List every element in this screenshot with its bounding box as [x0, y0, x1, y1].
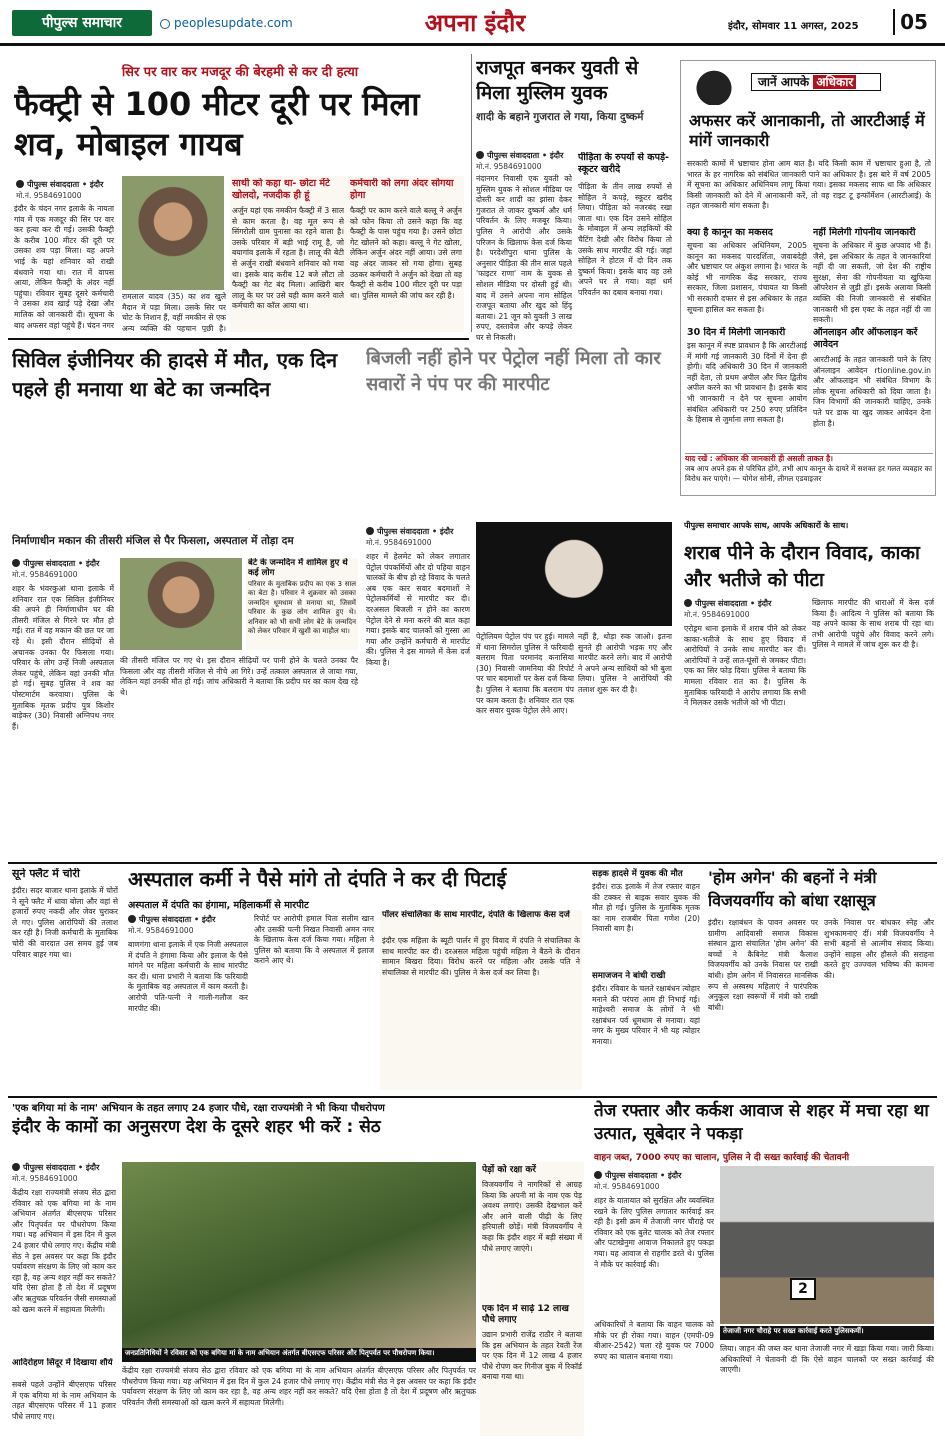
story-body-3: नहीं है, थोड़ा रुक जाओ। इतना सुनते ही आरोपी भड़क गए और मारपीट करने लगे। बाद में आरोपी ने अपने अन्य साथियों को भी बुला लिया। पुलिस ने आरोपियों की तलाश शुरू कर दी है। — [578, 632, 672, 694]
story-plantation — [10, 1100, 586, 1438]
story-kicker: सिर पर वार कर मजदूर की बेरहमी से कर दी हत्या — [121, 65, 359, 80]
story-body-2: की तीसरी मंजिल पर गए थे। इस दौरान सीढ़ियों पर पानी होने के चलते उनका पैर फिसला और वह तीसरी मंजिल से नीचे आ गिरे। उन्हें तत्काल अस्पताल ले जाया गया, लेकिन यहां उनकी मौत हो गई। जांच अधिकारी ने बताया कि प्रदीप घर का काम देख रहे थे। — [120, 656, 358, 697]
story-engineer — [10, 344, 360, 858]
story-petrol-pump — [364, 344, 674, 858]
byline: पीपुल्स संवाददाता • इंदौर — [12, 1162, 116, 1173]
story-body: इंदौर। रक्षाबंधन के पावन अवसर पर ग्रामीण आदिवासी समाज विकास संस्थान द्वारा संचालित 'होम अगेन' की बच्चों ने कैबिनेट मंत्री कैलाश विजयवर्गीय को उनके निवास पर राखी बांधी। होम अगेन में निवासरत मानसिक रूप से अस्वस्थ महिलाएं ने पारंपरिक अनुकूल रक्षा स्वरूपों में मंत्री को राखी बांधी। — [708, 918, 818, 1012]
sidebar-body-2: फैक्ट्री पर काम करने वाले बल्लू ने अर्जुन को फोन किया तो उसने कहा कि वह फैक्ट्री के पास पहुंच गया है। उसने छोटा गेट खोलने को कहा। बल्लू ने गेट खोला, लेकिन अर्जुन अंदर नहीं आया। उसे लगा वह अंदर जाकर सो गया होगा। सुबह उठकर कर्मचारी ने अर्जुन को देखा तो वह फैक्ट्री से करीब 100 मीटर दूरी पर पड़ा था। पुलिस मामले की जांच कर रही है। — [350, 206, 462, 300]
reporter-icon — [12, 1163, 20, 1171]
mobile-number: मो.नं. 9584691000 — [12, 570, 78, 579]
rights-heading-4: ऑनलाइन और ऑफलाइन करें आवेदन — [813, 327, 918, 350]
sidebar-box — [246, 558, 358, 650]
brand-logo — [12, 10, 152, 36]
mobile-number: मो.नं. 9584691000 — [684, 610, 750, 619]
mobile-number: मो.नं. 9584691000 — [128, 926, 194, 935]
fist-icon — [685, 63, 743, 105]
story-body-3: लिया। जाहन की जब्त कर थाना तेजाजी नगर में खड़ा किया गया। जारी किया। अधिकारियों ने चेतावनी दी कि ऐसे वाहन चालकों पर सख्त कार्रवाई की जाएगी। — [720, 1344, 934, 1375]
story-home-again — [706, 866, 936, 1092]
rights-intro: सरकारी कामों में भ्रष्टाचार होना आम बात है। यदि किसी काम में भ्रष्टाचार हुआ है, तो भारत के हर नागरिक को संबंधित जानकारी पाने का अधिकार है। इस बारे में वर्ष 2005 में सूचना का अधिकार अधिनियम लागू किया गया। इसका मकसद साफ था कि अधिकार किसी जानकारी को देने में आनाकानी करें, तो वह राइट टू इन्फॉर्मेशन (आरटीआई) के तहत जानकारी मांग सकता है। — [687, 159, 931, 211]
brief-body: इंदौर। सदर बाजार थाना इलाके में चोरों ने सूने फ्लैट में धावा बोला और वहां से हजारों रुपए नकदी और जेवर चुराकर ले गए। पुलिस आरोपियों की तलाश कर रही है। निजी कर्मचारी के मुताबिक चोरी की वारदात उस समय हुई जब परिवार बाहर गया था। — [12, 886, 118, 959]
brief-title: सड़क हादसे में युवक की मौत — [592, 869, 683, 879]
rights-heading-2: नहीं मिलेगी गोपनीय जानकारी — [813, 227, 916, 238]
reporter-icon — [594, 1171, 602, 1179]
rights-note-quote: जब आप अपने हक से परिचित होंगे, तभी आप कानून के दायरे में सशक्त हर गलत व्यवहार का विरोध कर पाएंगे। — योगेश सोनी, लीगल एडवाइजर — [685, 464, 933, 483]
photo-caption: तेजाजी नगर चौराहे पर सख्त कार्रवाई करते पुलिसकर्मी। — [720, 1326, 934, 1340]
story-traffic — [592, 1100, 936, 1438]
brief-accident — [590, 866, 702, 1092]
rights-footer: पीपुल्स समाचार आपके साथ, आपके अधिकारों के साथ। — [684, 521, 849, 530]
mobile-number: मो.नं. 9584691000 — [16, 191, 82, 200]
traffic-photo — [720, 1166, 934, 1324]
sidebar-title-2: कर्मचारी को लगा अंदर सोगया होगा — [350, 178, 454, 201]
story-body-2: खिलाफ मारपीट की धाराओं में केस दर्ज किया है। आदित्य ने पुलिस को बताया कि वह अपने काका के साथ शराब पी रहा था। तभी आरोपी पहुंचे और विवाद करने लगे। पुलिस ने मामले में जांच शुरू कर दी है। — [812, 598, 934, 650]
byline: पीपुल्स संवाददाता • इंदौर — [684, 598, 804, 609]
story-body: शहर के भंवरकुआं थाना इलाके में शनिवार रात एक सिविल इंजीनियर की अपने ही निर्माणाधीन घर की तीसरी मंजिल से गिरने पर मौत हो गई। रात में वह मकान की छत पर जा रहे थे। इसी दौरान सीढ़ियों से अचानक उनका पैर फिसला गया। परिवार के लोग उन्हें निजी अस्पताल लेकर पहुंचे, लेकिन वहां उनकी मौत हो गई। सुबह पुलिस ने शव का पोस्टमार्टम करवाया। पुलिस के मुताबिक मृतक प्रदीप पुत्र किशोर बाड़ेकर (30) निवासी अग्निपथ नगर हैं। — [12, 584, 114, 731]
sidebar-body: पीड़िता के तीन लाख रुपयों से सोहिल ने कपड़े, स्कूटर खरीद लिया। पीड़िता को नजरबंद रखा जाता था। एक दिन उसने सोहिल के मोबाइल में अन्य लड़कियों की चैटिंग देखी और विरोध किया तो उसके साथ मारपीट की गई। जहां सोहिल ने होटल में दो दिन तक दुष्कर्म किया। इसके बाद वह उसे अपने घर ले गया। वहां धर्म परिवर्तन का दबाव बनाया गया। — [578, 182, 672, 297]
story-murder — [10, 54, 468, 332]
story-body-2: केंद्रीय रक्षा राज्यमंत्री संजय सेठ द्वारा रविवार को एक बगिया मां के नाम अभियान अंतर्गत बीएसएफ परिसर और पितृपर्वत पर पौधरोपण किया गया। यह अभियान में इस दिन में कुल 24 हजार पौधे लगाए गए। केंद्रीय मंत्री सेठ ने इस अवसर पर कहा कि इंदौर पर्यावरण संरक्षण के लिए जो काम कर रहा है, वह अन्य शहर नहीं कर सकते? यदि ऐसा होता है तो देश में प्रदूषण और ऋतुचक्र परिवर्तन जैसी समस्याओं को खत्म करने में सहायता मिलेगी। — [122, 1366, 476, 1407]
column-rule — [471, 54, 472, 332]
story-deck: निर्माणाधीन मकान की तीसरी मंजिल से पैर फिसला, अस्पताल में तोड़ा दम — [12, 535, 294, 547]
section-title: अपना इंदौर — [424, 9, 526, 37]
byline: पीपुल्स संवाददाता • इंदौर — [476, 150, 572, 161]
story-deck: वाहन जब्त, 7000 रुपए का चालान, पुलिस ने दी सख्त कार्रवाई की चेतावनी — [594, 1153, 850, 1163]
rights-label: जानें आपके अधिकार — [751, 73, 881, 91]
brand-name: पीपुल्स समाचार — [41, 15, 123, 31]
sidebar-box — [480, 1162, 584, 1436]
story-liquor-dispute — [680, 540, 936, 858]
rights-para-1: सूचना का अधिकार अधिनियम, 2005 कानून का मकसद पारदर्शिता, जवाबदेही और भ्रष्टाचार पर अंकुश लगाना है। भारत के कोई भी नागरिक केंद्र सरकार, राज्य सरकार, जिला प्रशासन, पंचायत या किसी भी सरकारी दफ्तर से इस अधिकार के तहत सूचना हासिल कर सकता है। — [687, 241, 807, 314]
sidebar-title-2: एक दिन में साढ़े 12 लाख पौधे लगाए — [482, 1304, 569, 1325]
sidebar-title: पीड़िता के रुपयों से कपड़े- स्कूटर खरीदे — [578, 152, 669, 175]
globe-icon — [160, 19, 170, 29]
section-rule — [8, 862, 937, 864]
brief-title: सूने फ्लैट में चोरी — [12, 868, 80, 880]
site-url[interactable]: peoplesupdate.com — [174, 16, 293, 30]
sidebar-box — [380, 910, 582, 1090]
rights-para-2: सूचना के अधिकार में कुछ अपवाद भी हैं। जैसे, इस अधिकार के तहत वे जानकारियां नहीं दी जा सकती, जो देश की राष्ट्रीय सुरक्षा, सेना की गोपनीयता या खुफिया ऑपरेशन से जुड़ी हों। इसके अलावा किसी व्यक्ति की निजी जानकारी से संबंधित जानकारी भी इस एक्ट के तहत नहीं दी जा सकती। — [813, 241, 931, 325]
brief-title-2: समाजजन ने बांधी राखी — [592, 971, 666, 981]
brief-theft — [10, 866, 120, 1092]
engineer-photo — [120, 558, 242, 650]
story-body: नंदानगर निवासी एक युवती को मुस्लिम युवक ने सोशल मीडिया पर दोस्ती कर शादी का झांसा देकर गुजरात ले जाकर दुष्कर्म और धर्म परिवर्तन के लिए मजबूर किया। पुलिस ने आरोपी और उसके परिजन के खिलाफ केस दर्ज किया है। परदेशीपुरा थाना पुलिस के अनुसार पीड़िता की तीन साल पहले 'फाइटर राणा' नाम के युवक से सोशल मीडिया पर दोस्ती हुई थी। बाद में उसने अपना नाम सोहिल राजपूत बताया और खुद को हिंदू बताया। 21 जून को युवती 3 लाख रुपए, दस्तावेज और कपड़े लेकर घर से निकली। — [476, 174, 572, 342]
sidebar-title: साथी को कहा था- छोटा मेंटे खोलदो, नजदीक ही हूं — [232, 178, 330, 201]
sidebar-title: बेटे के जन्मदिन में शामिल हुए थे कई लोग — [248, 558, 348, 578]
story-deck: अस्पताल में दंपति का हंगामा, महिलाकर्मी से मारपीट — [128, 900, 309, 911]
sidebar-body: परिवार के मुताबिक प्रदीप का एक 3 साल का बेटा है। परिवार ने शुक्रवार को उसका जन्मदिन धूमधाम से मनाया था, जिसमें परिवार के कुछ लोग शामिल हुए थे। शनिवार को भी सभी लोग बेटे के जन्मदिन को लेकर परिवार में खुशी का माहौल था। — [248, 580, 356, 636]
photo-caption: रामलाल यादव (35) का शव खुले मैदान में पड़ा मिला। उसके सिर पर चोट के निशान हैं, वहीं नमकीन से एक अन्य व्यक्ति की पहचान पूछी है। — [122, 292, 226, 332]
sidebar-body-2: उद्यान प्रभारी राजेंद्र राठौर ने बताया कि इस अभियान के तहत रेवती रेंज पर एक दिन में 12 लाख 4 हजार पौधे रोपण कर गिनीज बुक में रिकॉर्ड बनाया गया था। — [482, 1330, 582, 1382]
byline: पीपुल्स संवाददाता • इंदौर — [128, 914, 248, 925]
byline: पीपुल्स संवाददाता • इंदौर — [366, 526, 476, 537]
rights-heading-3: 30 दिन में मिलेगी जानकारी — [687, 327, 786, 338]
story-body: बाणगंगा थाना इलाके में एक निजी अस्पताल में दंपति ने हंगामा किया और इलाज के पैसे मांगने पर महिला कर्मचारी के साथ मारपीट कर दी। थाना प्रभारी ने बताया कि फरियादी के मुताबिक वह अस्पताल में काम करती है। आरोपी पति-पत्नी ने गाली-गलौज कर मारपीट की। — [128, 940, 248, 1013]
story-deck: शादी के बहाने गुजरात ले गया, किया दुष्कर्म — [476, 111, 644, 123]
mobile-number: मो.नं. 9584691000 — [12, 1174, 78, 1183]
story-body: शहर के यातायात को सुरक्षित और व्यवस्थित रखने के लिए पुलिस लगातार कार्रवाई कर रही है। इसी क्रम में तेजाजी नगर चौराहे पर रविवार को एक बुलेट चालक को तेज रफ्तार और पटाखेनुमा आवाज निकालते हुए पकड़ा गया। यह आवाज से राहगीर डरते थे। पुलिस ने मौके पर कार्रवाई की। — [594, 1196, 714, 1269]
reporter-icon — [476, 151, 484, 159]
sidebar-body: अर्जुन यहां एक नमकीन फैक्ट्री में 3 साल से काम करता है। वह मूल रूप से सिंगरोली ग्राम पुनासा का रहने वाला है। उसके परिवार में बड़ी भाई रामू है, जो बयागांव इलाके में रहता है। लालू की बेटी से अर्जुन राखी बंधवाने शनिवार को गया था। इसके बाद करीब 12 बजे लौटा तो फैक्ट्री का गेट बंद मिला। आखिरी बार लालू के घर पर उसे यही काम करने वाले कर्मचारी का कॉल आया था। — [232, 206, 344, 311]
mobile-number: मो.नं. 9584691000 — [476, 162, 542, 171]
rights-para-3: इस कानून में स्पष्ट प्रावधान है कि आरटीआई में मांगी गई जानकारी 30 दिनों में देना ही होगी। यदि अधिकारी 30 दिन में जानकारी नहीं देता, तो प्रथम अपील और फिर द्वितीय अपील करने का भी प्रावधान है। इसके बाद भी जानकारी न देने पर सूचना आयोग संबंधित अधिकारी पर 250 रुपए प्रतिदिन के हिसाब से जुर्माना लगा सकता है। — [687, 341, 807, 425]
sidebar-body: विजयवर्गीय ने नागरिकों से आग्रह किया कि अपनी मां के नाम एक पेड़ अवश्य लगाएं। उसकी देखभाल करें और आने वाली पीढ़ी के लिए हरियाली छोड़ें। मंत्री विजयवर्गीय ने कहा कि इंदौर शहर में बड़ी संख्या में पौधे लगाए जाएंगे। — [482, 1180, 582, 1253]
rights-para-4: आरटीआई के तहत जानकारी पाने के लिए ऑनलाइन आवेदन rtionline.gov.in और ऑफलाइन भी संबंधित विभाग के लोक सूचना अधिकारी को दिया जाता है। जिन विभागों की जानकारी चाहिए, उनके पते पर डाक या खुद जाकर आवेदन देना होता है। — [813, 355, 931, 428]
story-headline: इंदौर के कामों का अनुसरण देश के दूसरे शहर भी करें : सेठ — [12, 1117, 381, 1137]
mobile-number: मो.नं. 9584691000 — [594, 1182, 660, 1191]
license-plate: 2 — [790, 1278, 816, 1300]
story-subhead: आदिरोहण सिंदूर में दिखाया शौर्य — [12, 1358, 113, 1368]
story-body: एरोड्रम थाना इलाके में शराब पीने को लेकर काका-भतीजे के साथ हुए विवाद में आरोपियों ने उनके साथ मारपीट कर दी। आरोपियों ने उन्हें लात-घूंसों से जमकर पीटा। एक का सिर फोड़ दिया। पुलिस ने बताया कि मामला रविवार रात का है। पुलिस के मुताबिक फरियादी ने आरोप लगाया कि सभी ने मिलकर उसके भतीजे को भी पीटा। — [684, 624, 806, 708]
story-body: केंद्रीय रक्षा राज्यमंत्री संजय सेठ द्वारा रविवार को एक बगिया मां के नाम अभियान अंतर्गत बीएसएफ परिसर और पितृपर्वत पर पौधरोपण किया गया। यह अभियान में इस दिन में कुल 24 हजार पौधे लगाए गए। केंद्रीय मंत्री सेठ ने इस अवसर पर कहा कि इंदौर पर्यावरण संरक्षण के लिए जो काम कर रहा है, वह अन्य शहर नहीं कर सकते? यदि ऐसा होता है तो देश में प्रदूषण और ऋतुचक्र परिवर्तन जैसी समस्याओं को खत्म करने में सहायता मिलेगी। — [12, 1188, 116, 1314]
story-subbody: सबसे पहले उन्होंने बीएसएफ परिसर में एक बगिया मां के नाम अभियान के तहत बीएसएफ परिसर में 11 हजार पौधे लगाए गए। — [12, 1380, 116, 1421]
story-body-2: रिपोर्ट पर आरोपी हमाल पिता सलीम खान और उसकी पत्नी निखत निवासी अमन नगर के खिलाफ केस दर्ज किया गया। महिला ने पुलिस को बताया कि वे अस्पताल में इलाज कराने आए थे। — [254, 914, 374, 966]
reporter-icon — [128, 915, 136, 923]
story-body-2: अधिकारियों ने बताया कि वाहन चालक को मौके पर ही रोका गया। वाहन (एमपी-09 बीआर-2542) चला रहे युवक पर 7000 रुपए का चालान बनाया गया। — [594, 1320, 714, 1361]
sidebar-title: पॉलर संचालिका के साथ मारपीट, दंपति के खिलाफ केस दर्ज — [382, 910, 570, 920]
story-body-2: उनके निवास पर बांधकर स्नेह और शुभकामनाएं दीं। मंत्री विजयवर्गीय ने सभी बहनों से आत्मीय संवाद किया। उन्होंने साहस और हौसले की सराहना करते हुए उज्ज्वल भविष्य की कामना की। — [824, 918, 934, 980]
brief-body-2: इंदौर। रविवार के चलते रक्षाबंधन त्योहार मनाने की परंपरा आम ही निभाई गई। माहेश्वरी समाज के लोगों ने भी रक्षाबंधन पर्व धूमधाम से मनाया। यहां नगर के मुख्य परिवार ने भी यह त्योहार मनाया। — [592, 984, 700, 1046]
story-body: शहर में हेलमेट को लेकर लगातार पेट्रोल पंपकर्मियों और दो पहिया वाहन चालकों के बीच हो रहे विवाद के चलते अब एक कार सवार बदमाशों ने पेट्रोलकर्मियों से मारपीट कर दी। दरअसल बिजली न होने का कारण पेट्रोल देने से मना करने की बात कहा गया। इसके बाद चालकों को गुस्सा आ गया और उन्होंने कर्मचारी से मारपीट की। पुलिस ने इस मामले में केस दर्ज किया है। — [366, 552, 470, 667]
story-headline: 'होम अगेन' की बहनों ने मंत्री विजयवर्गीय को बांधा रक्षासूत्र — [708, 868, 877, 910]
reporter-icon — [684, 599, 692, 607]
rights-note-line: याद रखें : अधिकार की जानकारी ही असली ताकत है। — [685, 454, 833, 463]
rights-note — [685, 453, 933, 493]
photo-caption: जनप्रतिनिधियों ने रविवार को एक बगिया मां के नाम अभियान अंतर्गत बीएसएफ परिसर और पितृपर्वत पर पौधरोपण किया। — [122, 1348, 476, 1362]
reporter-icon — [16, 180, 24, 188]
byline: पीपुल्स संवाददाता • इंदौर — [16, 179, 116, 190]
story-headline: अस्पताल कर्मी ने पैसे मांगे तो दंपति ने कर दी पिटाई — [128, 867, 507, 891]
sidebar-box — [230, 176, 464, 332]
sidebar-title: पेड़ों को रक्षा करें — [482, 1165, 536, 1175]
story-headline: राजपूत बनकर युवती से मिला मुस्लिम युवक — [476, 57, 639, 104]
plantation-photo — [122, 1162, 476, 1348]
rights-headline: अफसर करें आनाकानी, तो आरटीआई में मांगें जानकारी — [689, 111, 925, 150]
rights-heading-1: क्या है कानून का मकसद — [687, 227, 773, 238]
reporter-icon — [366, 527, 374, 535]
masthead — [0, 0, 945, 46]
reporter-icon — [12, 559, 20, 567]
brief-body: इंदौर। राऊ इलाके में तेज रफ्तार वाहन की टक्कर से बाइक सवार युवक की मौत हो गई। पुलिस के मुताबिक मृतक का नाम राजबीर पिता गणेश (20) निवासी बाग है। — [592, 882, 700, 934]
story-headline: शराब पीने के दौरान विवाद, काका और भतीजे को पीटा — [684, 542, 920, 591]
victim-photo — [122, 176, 224, 290]
story-headline: बिजली नहीं होने पर पेट्रोल नहीं मिला तो कार सवारों ने पंप पर की मारपीट — [366, 348, 661, 395]
byline: पीपुल्स संवाददाता • इंदौर — [594, 1170, 714, 1181]
dateline: इंदौर, सोमवार 11 अगस्त, 2025 — [728, 21, 859, 32]
rights-box — [680, 60, 936, 496]
story-headline: फैक्ट्री से 100 मीटर दूरी पर मिला शव, मोबाइल गायब — [14, 85, 420, 163]
section-rule — [8, 1096, 937, 1098]
page-number: 05 — [893, 9, 933, 35]
sidebar-body: इंदौर एक महिला के ब्यूटी पार्लर में हुए विवाद में दंपति ने संचालिका के साथ मारपीट कर दी। दरअसल महिला पहुंची महिला ने बैठने के दौरान सामान बिखरा दिया। विरोध करने पर महिला और उसके पति ने संचालिका से मारपीट की। पुलिस ने केस दर्ज कर लिया है। — [382, 936, 580, 977]
story-body-2: पेट्रोलियम पेट्रोल पंप पर हुई। मामले में थाना सिमरोल पुलिस ने फरियादी बलराम पिता परमानंद कनासिया (30) निवासी जामनिया की रिपोर्ट पर चार बदमाशों पर केस दर्ज किया है। पुलिस ने बताया कि बलराम पंप पर काम करता है। शनिवार रात एक कार सवार युवक पेट्रोल लेने आए। — [476, 632, 574, 716]
assault-illustration — [476, 522, 672, 626]
story-hospital — [124, 866, 584, 1092]
story-body: इंदौर के चंदन नगर इलाके के नायता गांव में एक मजदूर की सिर पर वार कर हत्या कर दी गई। उसकी फैक्ट्री के करीब 100 मीटर की दूरी पर उसका शव पड़ा मिला। यह अपने भाई के यहां शनिवार को राखी बंधवाने गया था। रात में वापस आया, लेकिन फैक्ट्री के अंदर नहीं पहुंचा। रविवार सुबह दूसरे कर्मचारी ने उसका शव खाई पड़े देखा और मालिक को जानकारी दी। सूचना के बाद अफसर वहां पहुंचे हैं। चंदन नगर — [14, 204, 114, 330]
mobile-number: मो.नं. 9584691000 — [366, 538, 432, 547]
section-rule — [8, 338, 469, 340]
story-headline: सिविल इंजीनियर की हादसे में मौत, एक दिन पहले ही मनाया था बेटे का जन्मदिन — [12, 348, 338, 401]
story-headline: तेज रफ्तार और कर्कश आवाज से शहर में मचा रहा था उत्पात, सूबेदार ने पकड़ा — [594, 1101, 929, 1144]
story-kicker: 'एक बगिया मां के नाम' अभियान के तहत लगाए 24 हजार पौधे, रक्षा राज्यमंत्री ने भी किया पौधरोपण — [12, 1103, 385, 1114]
byline: पीपुल्स संवाददाता • इंदौर — [12, 558, 114, 569]
